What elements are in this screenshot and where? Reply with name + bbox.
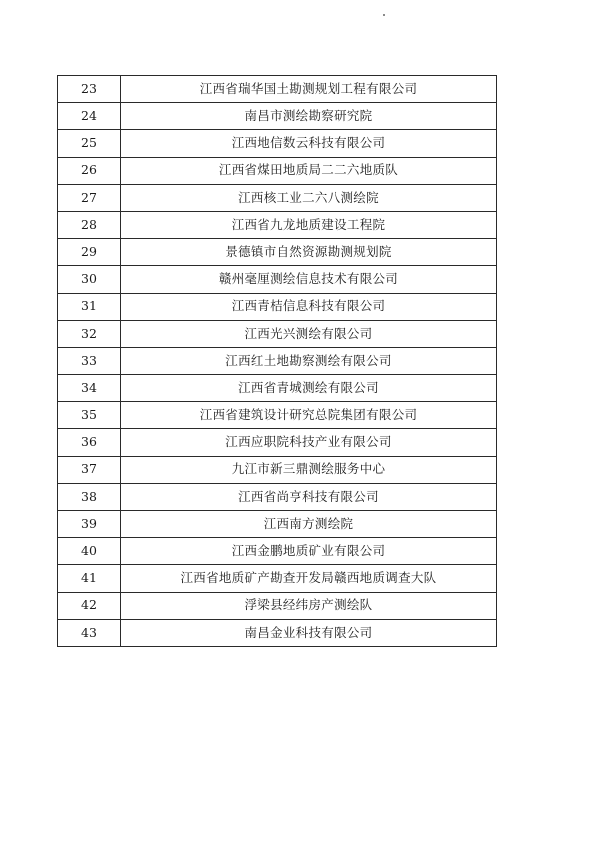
row-number: 30 xyxy=(58,266,121,293)
organization-name: 江西省地质矿产勘查开发局赣西地质调查大队 xyxy=(121,565,497,592)
row-number: 27 xyxy=(58,184,121,211)
scan-speck xyxy=(383,14,385,16)
row-number: 41 xyxy=(58,565,121,592)
table-row xyxy=(58,211,497,238)
row-number: 39 xyxy=(58,511,121,538)
row-number: 24 xyxy=(58,103,121,130)
table-row xyxy=(58,619,497,646)
row-number: 43 xyxy=(58,619,121,646)
row-number: 28 xyxy=(58,211,121,238)
organization-name: 江西青桔信息科技有限公司 xyxy=(121,293,497,320)
organization-name: 江西省青城测绘有限公司 xyxy=(121,375,497,402)
table-row xyxy=(58,565,497,592)
organization-name: 江西省瑞华国土勘测规划工程有限公司 xyxy=(121,76,497,103)
table-row xyxy=(58,130,497,157)
row-number: 23 xyxy=(58,76,121,103)
row-number: 29 xyxy=(58,239,121,266)
organization-name: 景德镇市自然资源勘测规划院 xyxy=(121,239,497,266)
organization-name: 江西核工业二六八测绘院 xyxy=(121,184,497,211)
row-number: 42 xyxy=(58,592,121,619)
table-row xyxy=(58,592,497,619)
table-row xyxy=(58,375,497,402)
table-row xyxy=(58,538,497,565)
table-row xyxy=(58,429,497,456)
table-row xyxy=(58,293,497,320)
row-number: 35 xyxy=(58,402,121,429)
organization-name: 南昌市测绘勘察研究院 xyxy=(121,103,497,130)
table-row xyxy=(58,402,497,429)
table-row xyxy=(58,157,497,184)
table-row xyxy=(58,511,497,538)
row-number: 25 xyxy=(58,130,121,157)
organization-name: 江西省九龙地质建设工程院 xyxy=(121,211,497,238)
table-row xyxy=(58,456,497,483)
table-row xyxy=(58,347,497,374)
organization-table xyxy=(57,75,497,647)
organization-name: 江西省煤田地质局二二六地质队 xyxy=(121,157,497,184)
row-number: 40 xyxy=(58,538,121,565)
organization-name: 江西光兴测绘有限公司 xyxy=(121,320,497,347)
organization-name: 江西应职院科技产业有限公司 xyxy=(121,429,497,456)
organization-name: 江西南方测绘院 xyxy=(121,511,497,538)
table-row xyxy=(58,76,497,103)
row-number: 31 xyxy=(58,293,121,320)
row-number: 33 xyxy=(58,347,121,374)
table-body xyxy=(58,76,497,647)
organization-name: 江西红土地勘察测绘有限公司 xyxy=(121,347,497,374)
row-number: 37 xyxy=(58,456,121,483)
table-row xyxy=(58,239,497,266)
row-number: 26 xyxy=(58,157,121,184)
table-row xyxy=(58,103,497,130)
table-row xyxy=(58,320,497,347)
row-number: 38 xyxy=(58,483,121,510)
organization-name: 江西省尚亨科技有限公司 xyxy=(121,483,497,510)
organization-name: 江西地信数云科技有限公司 xyxy=(121,130,497,157)
table-row xyxy=(58,184,497,211)
organization-name: 赣州毫厘测绘信息技术有限公司 xyxy=(121,266,497,293)
row-number: 32 xyxy=(58,320,121,347)
organization-name: 九江市新三鼎测绘服务中心 xyxy=(121,456,497,483)
table-row xyxy=(58,266,497,293)
table-row xyxy=(58,483,497,510)
organization-name: 江西省建筑设计研究总院集团有限公司 xyxy=(121,402,497,429)
organization-name: 江西金鹏地质矿业有限公司 xyxy=(121,538,497,565)
organization-name: 南昌金业科技有限公司 xyxy=(121,619,497,646)
row-number: 36 xyxy=(58,429,121,456)
row-number: 34 xyxy=(58,375,121,402)
organization-name: 浮梁县经纬房产测绘队 xyxy=(121,592,497,619)
